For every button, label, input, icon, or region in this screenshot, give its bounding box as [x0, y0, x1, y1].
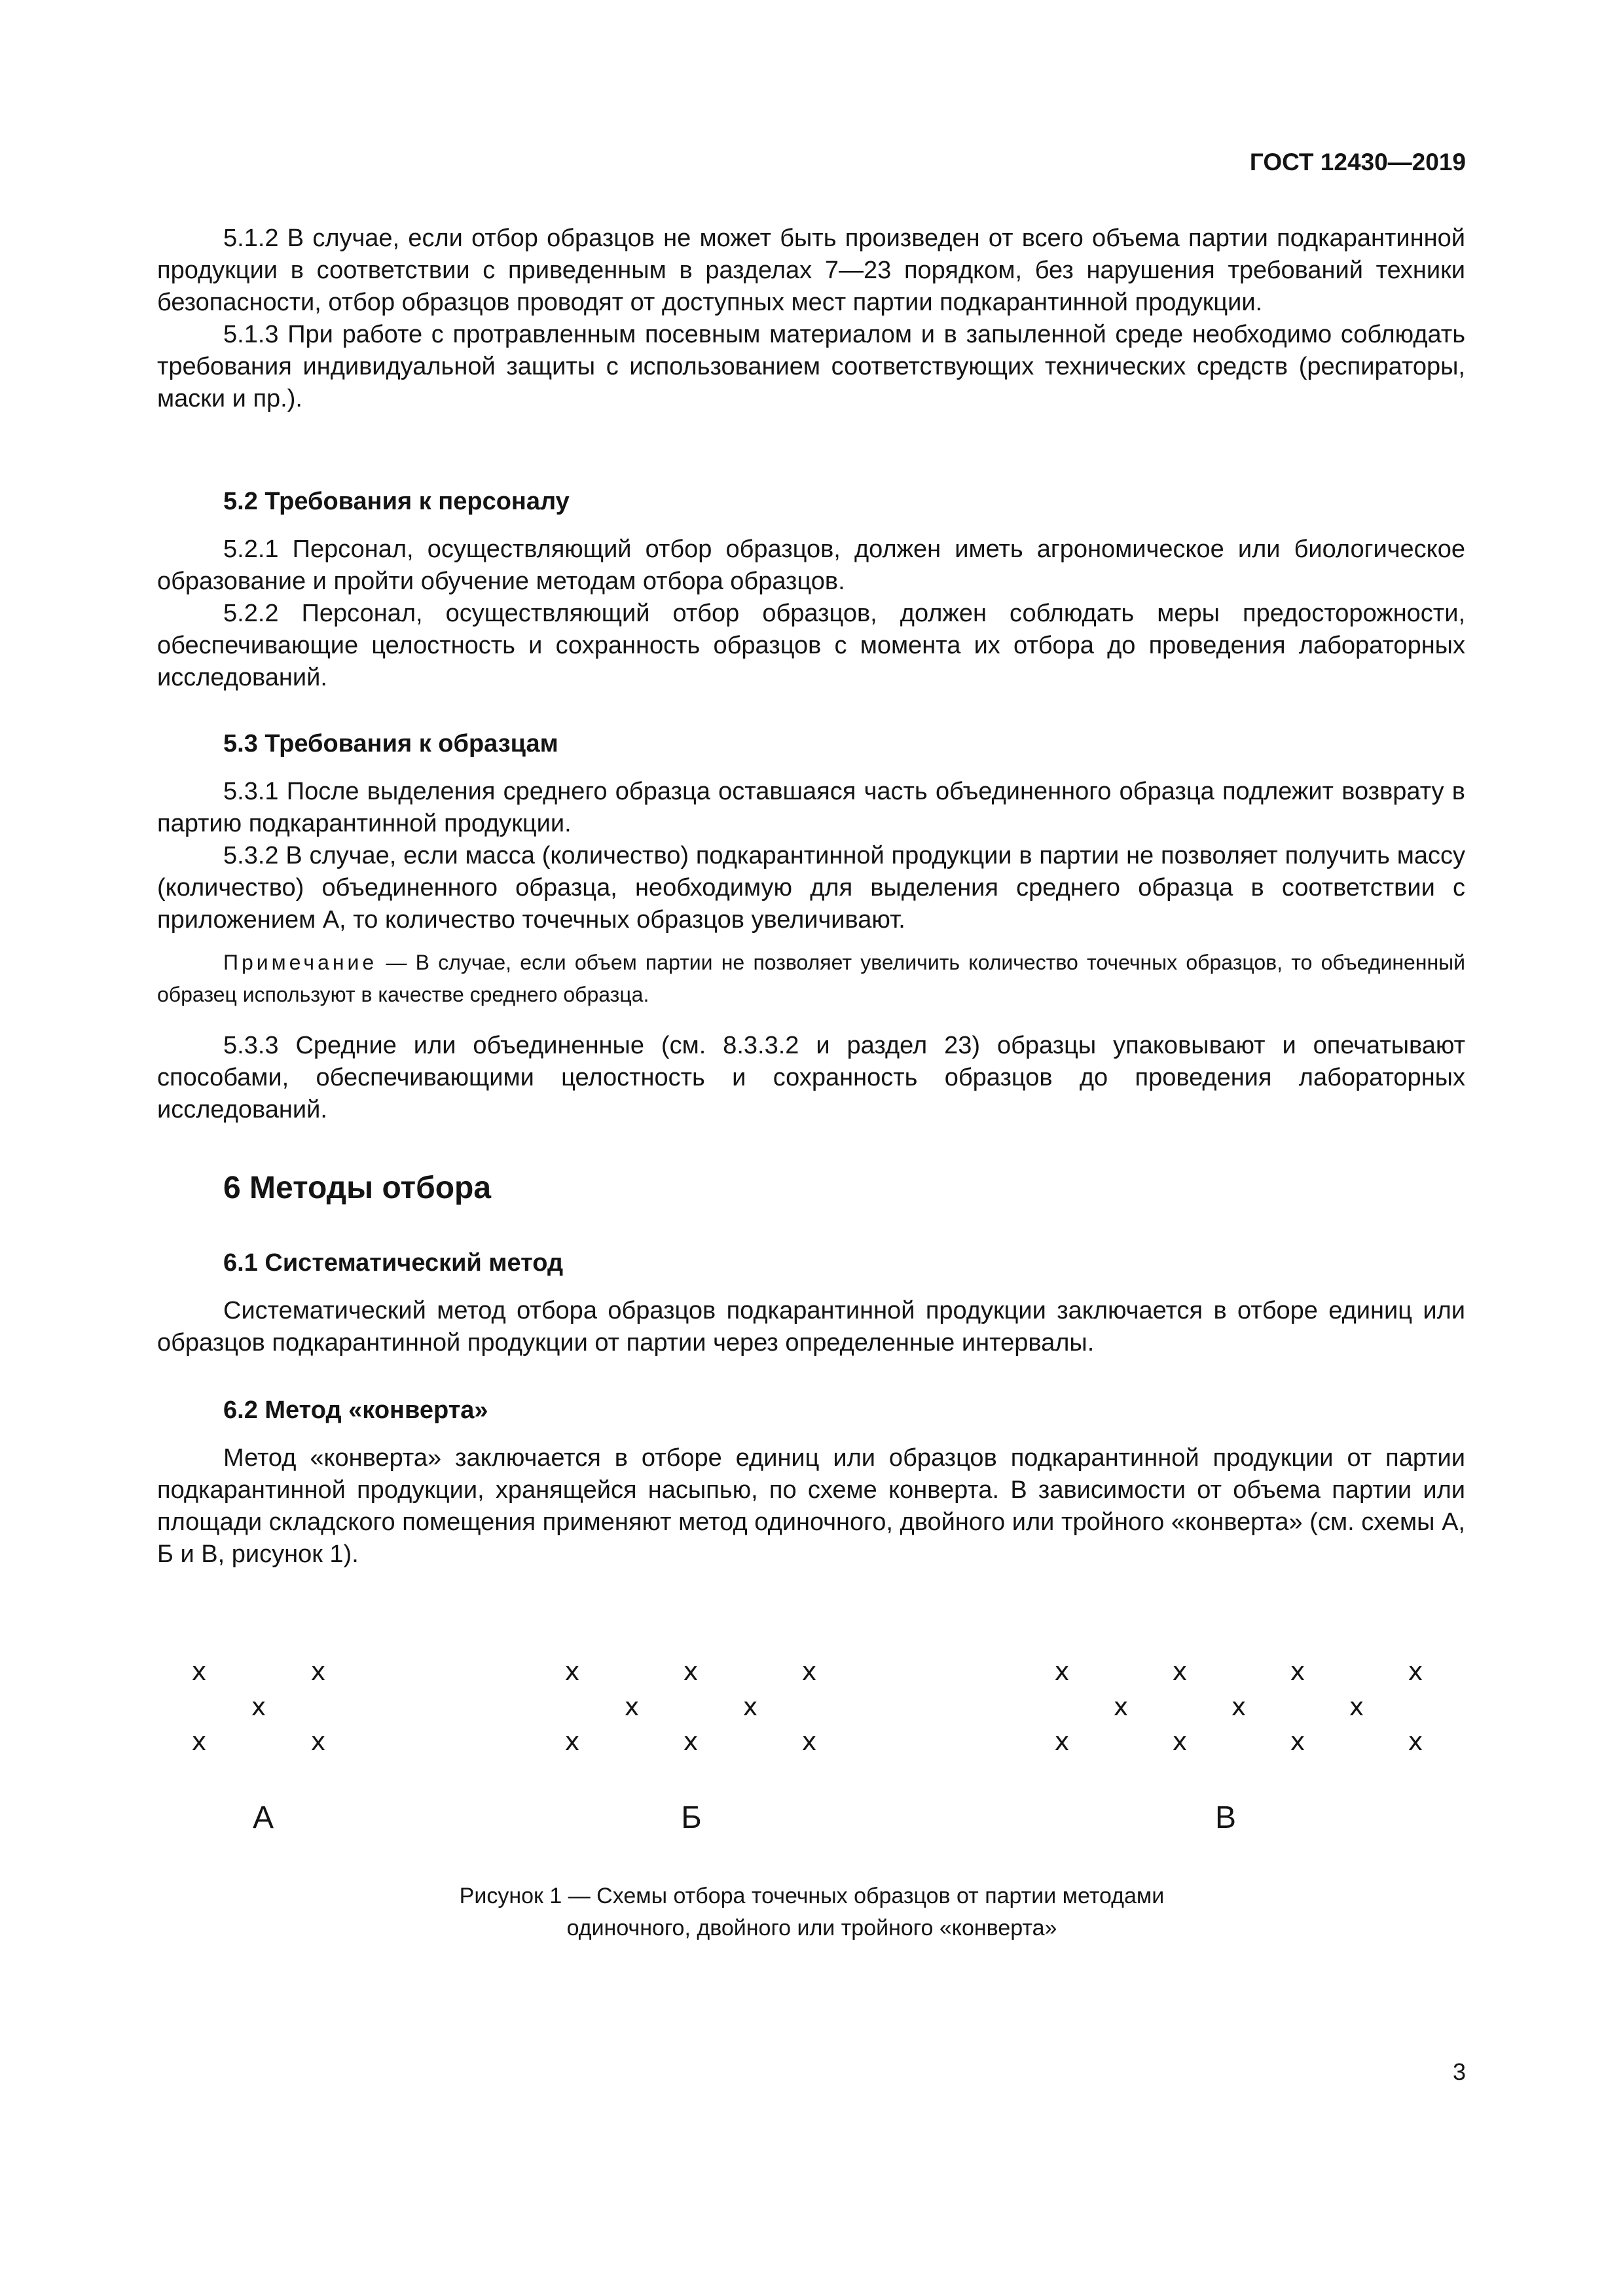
section-5-3-3 [157, 1030, 1465, 1126]
figure-caption [354, 1880, 1270, 1944]
scheme-label-c: В [1214, 1800, 1237, 1835]
sample-point-mark: x [191, 1657, 207, 1686]
sample-point-mark: x [1054, 1727, 1070, 1756]
sample-point-mark: x [564, 1727, 580, 1756]
paragraph-5-1-3: 5.1.3 При работе с протравленным посевным материалом и в запыленной среде необходимо соблюдать требования индивидуальной защиты с использованием соответствующих технических средств (респираторы, маски и пр.). [157, 321, 1465, 412]
section-6-1-text [157, 1295, 1465, 1359]
sample-point-mark: x [564, 1657, 580, 1686]
sample-point-mark: x [1113, 1692, 1129, 1721]
note-block [157, 947, 1465, 1011]
sample-point-mark: x [251, 1692, 266, 1721]
sample-point-mark: x [683, 1657, 699, 1686]
section-6-2-text [157, 1442, 1465, 1571]
heading-6-2: 6.2 Метод «конверта» [223, 1396, 488, 1424]
page-number: 3 [1452, 2058, 1466, 2085]
sample-point-mark: x [1172, 1657, 1188, 1686]
section-5-3-paragraphs [157, 776, 1465, 936]
heading-5-3: 5.3 Требования к образцам [223, 730, 558, 757]
heading-5-2: 5.2 Требования к персоналу [223, 488, 570, 515]
paragraph-5-2-2: 5.2.2 Персонал, осуществляющий отбор образцов, должен соблюдать меры предосторожности, обеспечивающие целостность и сохранность образцов с момента их отбора до проведения лабораторных исследований. [157, 600, 1465, 691]
sample-point-mark: x [624, 1692, 640, 1721]
sample-point-mark: x [1408, 1657, 1423, 1686]
paragraph-6-1: Систематический метод отбора образцов подкарантинной продукции заключается в отборе единиц или образцов подкарантинной продукции от партии через определенные интервалы. [157, 1297, 1465, 1357]
section-5-2-paragraphs [157, 534, 1465, 694]
sample-point-mark: x [801, 1727, 817, 1756]
sample-point-mark: x [1408, 1727, 1423, 1756]
paragraph-5-1-2: 5.1.2 В случае, если отбор образцов не может быть произведен от всего объема партии подкарантинной продукции в соответствии с приведенным в разделах 7—23 порядком, без нарушения требований техники безопасности, отбор образцов проводят от доступных мест партии подкарантинной продукции. [157, 225, 1465, 316]
document-code-header: ГОСТ 12430—2019 [1249, 149, 1466, 175]
sample-point-mark: x [1172, 1727, 1188, 1756]
sample-point-mark: x [683, 1727, 699, 1756]
paragraph-6-2: Метод «конверта» заключается в отборе единиц или образцов подкарантинной продукции от партии подкарантинной продукции, хранящейся насыпью, по схеме конверта. В зависимости от объема партии или площади складского помещения применяют метод одиночного, двойного или тройного «конверта» (см. схемы А, Б и В, рисунок 1). [157, 1444, 1465, 1568]
heading-6-1: 6.1 Систематический метод [223, 1249, 564, 1277]
heading-6: 6 Методы отбора [223, 1171, 492, 1205]
paragraph-5-2-1: 5.2.1 Персонал, осуществляющий отбор образцов, должен иметь агрономическое или биологическое образование и пройти обучение методам отбора образцов. [157, 536, 1465, 595]
section-5-1-paragraphs [157, 223, 1465, 415]
figure-caption-line-1: Рисунок 1 — Схемы отбора точечных образцов от партии методами [459, 1884, 1165, 1908]
sample-point-mark: x [310, 1657, 326, 1686]
figure-caption-line-2: одиночного, двойного или тройного «конверта» [566, 1916, 1057, 1941]
scheme-label-b: Б [681, 1800, 702, 1835]
paragraph-5-3-1: 5.3.1 После выделения среднего образца оставшаяся часть объединенного образца подлежит возврату в партию подкарантинной продукции. [157, 778, 1465, 837]
note-text: — В случае, если объем партии не позволяет увеличить количество точечных образцов, то объединенный образец используют в качестве среднего образца. [157, 951, 1465, 1006]
sample-point-mark: x [1231, 1692, 1247, 1721]
sample-point-mark: x [1054, 1657, 1070, 1686]
sample-point-mark: x [1290, 1657, 1305, 1686]
sample-point-mark: x [742, 1692, 758, 1721]
sample-point-mark: x [801, 1657, 817, 1686]
sample-point-mark: x [310, 1727, 326, 1756]
sample-point-mark: x [1349, 1692, 1364, 1721]
note-label: Примечание [223, 951, 378, 974]
paragraph-5-3-2: 5.3.2 В случае, если масса (количество) подкарантинной продукции в партии не позволяет получить массу (количество) объединенного образца, необходимую для выделения среднего образца в соответствии с приложением А, то количество точечных образцов увеличивают. [157, 842, 1465, 934]
sample-point-mark: x [191, 1727, 207, 1756]
paragraph-5-3-3: 5.3.3 Средние или объединенные (см. 8.3.3.2 и раздел 23) образцы упаковывают и опечатывают способами, обеспечивающими целостность и сохранность образцов до проведения лабораторных исследований. [157, 1032, 1465, 1123]
scheme-label-a: А [252, 1800, 274, 1835]
sample-point-mark: x [1290, 1727, 1305, 1756]
